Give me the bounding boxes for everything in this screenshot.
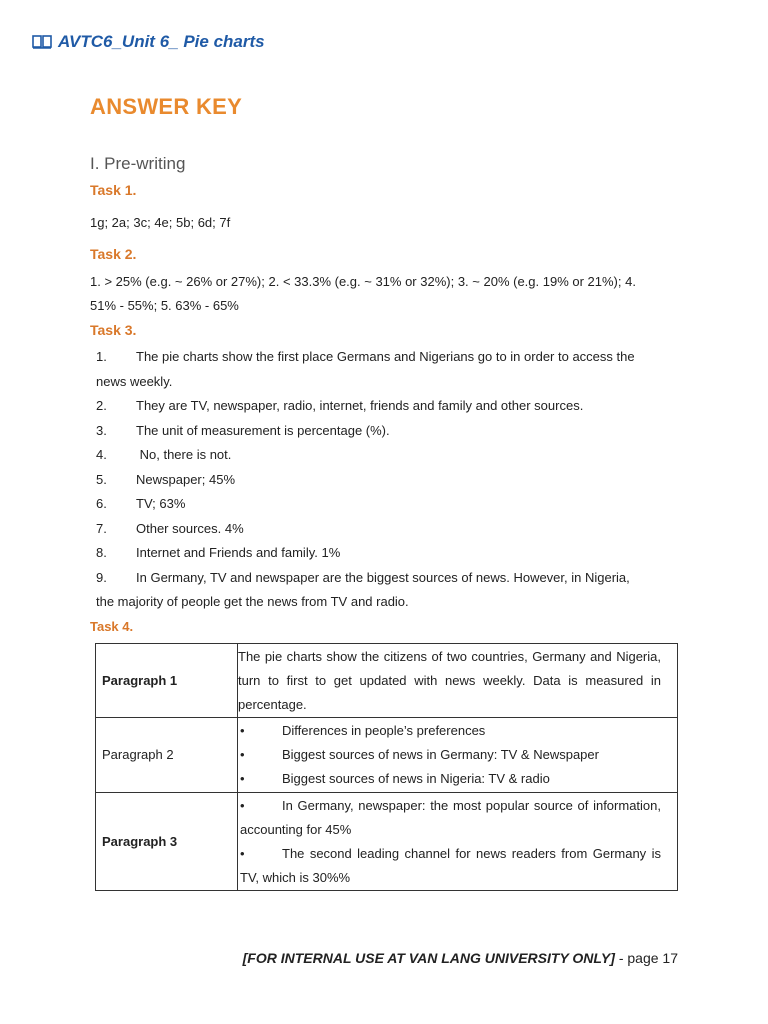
task2-line-2: 51% - 55%; 5. 63% - 65% [90, 298, 239, 313]
bullet-item: • In Germany, newspaper: the most popular source of information, accounting for 45% [240, 797, 661, 837]
task1-answer: 1g; 2a; 3c; 4e; 5b; 6d; 7f [90, 215, 231, 230]
task4-label: Task 4. [90, 619, 134, 634]
bullet-item: • The second leading channel for news readers from Germany is TV, which is 30%% [240, 845, 661, 885]
task1-label: Task 1. [90, 182, 137, 198]
list-item: 1. The pie charts show the first place Germans and Nigerians go to in order to access the [96, 349, 635, 364]
list-item-continuation: news weekly. [96, 373, 173, 389]
bullet-item: • Biggest sources of news in Nigeria: TV & radio [240, 771, 550, 786]
row-label: Paragraph 3 [96, 793, 238, 891]
row-label: Paragraph 1 [96, 644, 238, 718]
list-item: 9. In Germany, TV and newspaper are the biggest sources of news. However, in Nigeria, [96, 569, 630, 585]
task3-label: Task 3. [90, 322, 137, 338]
book-icon [32, 35, 52, 49]
list-item: 5. Newspaper; 45% [96, 471, 235, 487]
document-header [32, 32, 265, 52]
list-item: 2. They are TV, newspaper, radio, internet, friends and family and other sources. [96, 398, 584, 413]
row-bullets [238, 718, 678, 793]
task4-table [95, 643, 678, 891]
list-item: 7. Other sources. 4% [96, 520, 244, 536]
list-item: 8. Internet and Friends and family. 1% [96, 545, 341, 560]
list-item: 6. TV; 63% [96, 496, 186, 511]
row-label: Paragraph 2 [96, 718, 238, 793]
page-title: ANSWER KEY [90, 94, 243, 119]
row-bullets [238, 793, 678, 891]
list-item-continuation: the majority of people get the news from TV and radio. [96, 594, 409, 609]
header-title: AVTC6_Unit 6_ Pie charts [58, 32, 265, 51]
bullet-item: • Differences in people’s preferences [240, 723, 486, 738]
table-row [96, 644, 678, 718]
page-number: - page 17 [614, 950, 678, 966]
page-footer [243, 950, 678, 966]
table-row [96, 718, 678, 793]
bullet-item: • Biggest sources of news in Germany: TV & Newspaper [240, 747, 599, 762]
task2-label: Task 2. [90, 246, 137, 262]
footer-notice: [FOR INTERNAL USE AT VAN LANG UNIVERSITY ONLY] [242, 950, 615, 966]
row-text: The pie charts show the citizens of two countries, Germany and Nigeria, turn to first to get updated with news weekly. Data is measured in percentage. [238, 644, 678, 718]
section-heading: I. Pre-writing [90, 154, 186, 173]
list-item: 3. The unit of measurement is percentage (%). [96, 422, 390, 438]
list-item: 4. No, there is not. [96, 447, 232, 462]
table-row [96, 793, 678, 891]
task3-list [96, 345, 676, 615]
task2-line-1: 1. > 25% (e.g. ~ 26% or 27%); 2. < 33.3% (e.g. ~ 31% or 32%); 3. ~ 20% (e.g. 19% or 21%); 4. [90, 274, 636, 289]
